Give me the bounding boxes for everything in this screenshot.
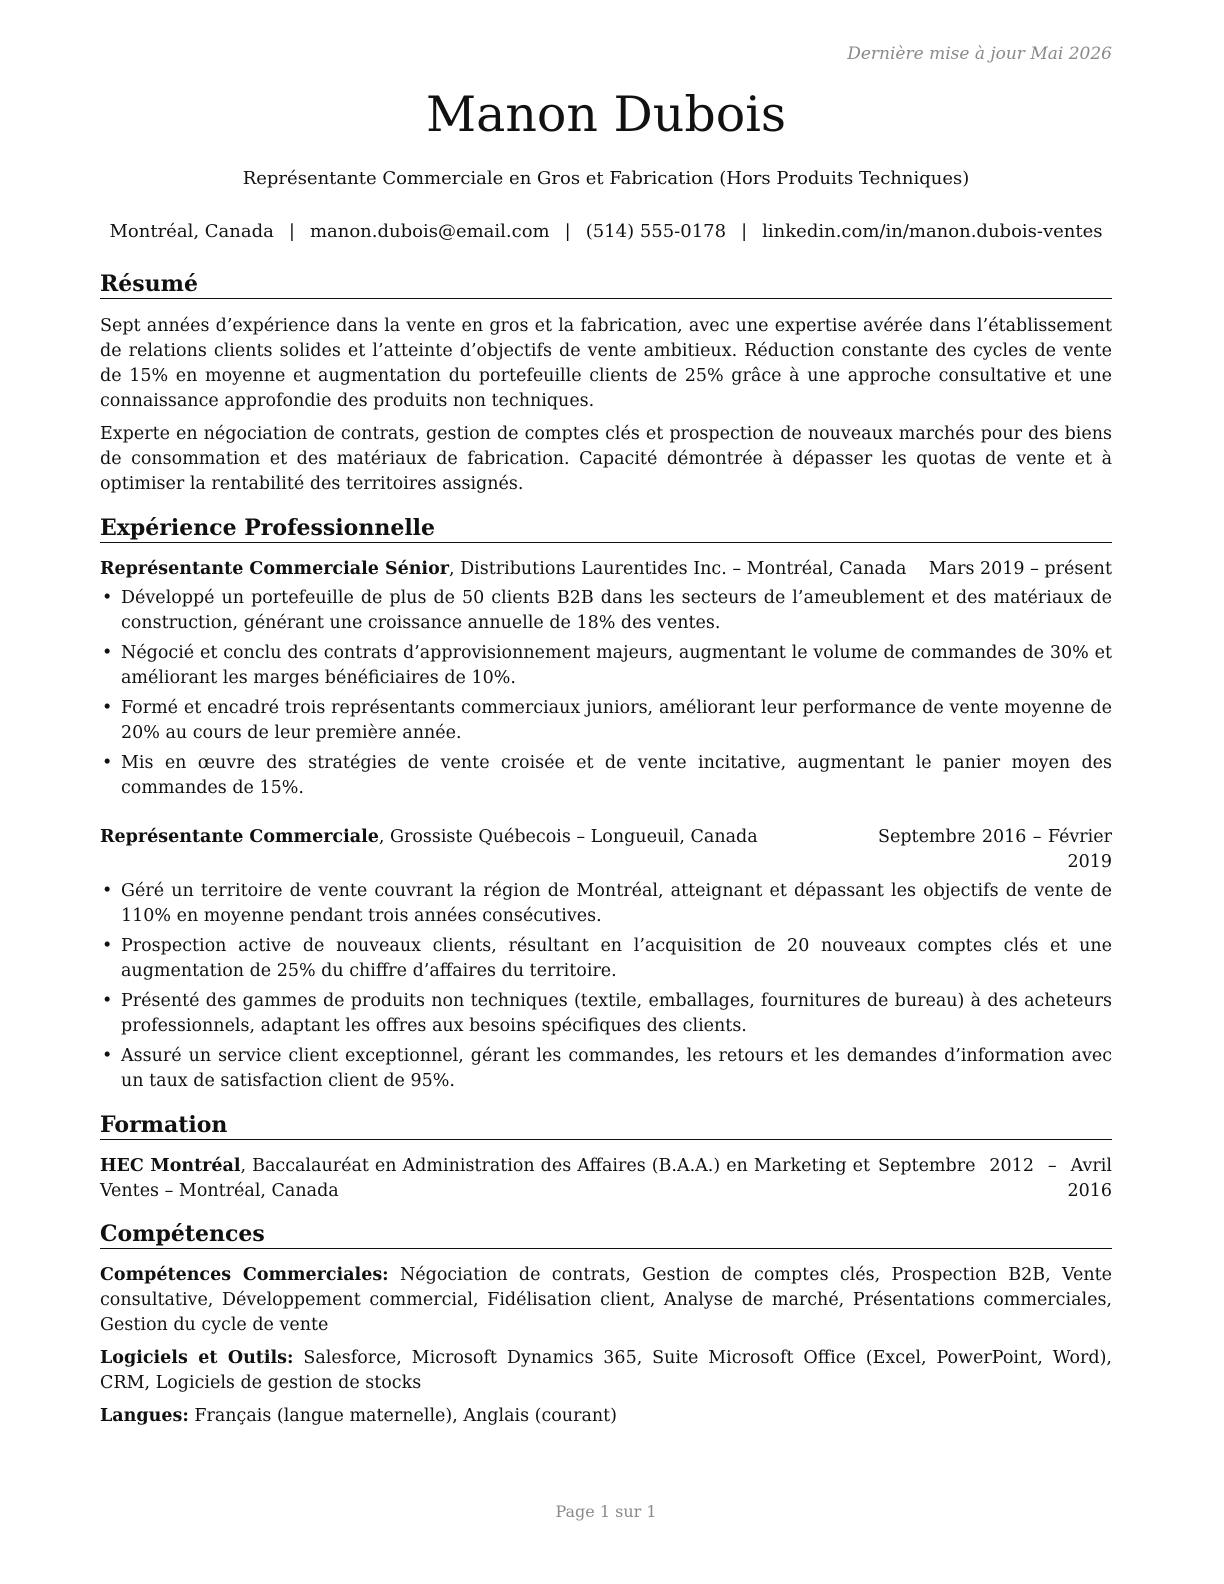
list-item: • Mis en œuvre des stratégies de vente croisée et de vente incitative, augmentant le panier moyen des commandes de 15%. [102, 753, 1112, 798]
last-updated: Dernière mise à jour Mai 2026 [847, 44, 1112, 64]
list-item: • Prospection active de nouveaux clients, résultant en l’acquisition de 20 nouveaux comptes clés et une augmentation de 25% du chiffre d’affaires du territoire. [102, 936, 1112, 981]
skill-value: Salesforce, Microsoft Dynamics 365, Suite Microsoft Office (Excel, PowerPoint, Word), CRM, Logiciels de gestion de stocks [100, 1348, 1112, 1393]
summary-block [100, 314, 1112, 505]
section-title-skills: Compétences [100, 1220, 1112, 1249]
job-dates: Mars 2019 – présent [928, 559, 1112, 579]
job-header [100, 825, 1112, 875]
contact-line [100, 219, 1112, 245]
section-title-education: Formation [100, 1111, 1112, 1140]
job-company: , Grossiste Québecois – Longueuil, Canada [378, 827, 758, 847]
candidate-name: Manon Dubois [425, 86, 787, 143]
skill-label: Logiciels et Outils: [100, 1348, 294, 1368]
education-degree: , Baccalauréat en Administration des Affaires (B.A.A.) en Marketing et Ventes – Montréal, Canada [100, 1156, 870, 1201]
headline: Représentante Commerciale en Gros et Fabrication (Hors Produits Techniques) [242, 168, 970, 189]
bullet-icon: • [102, 991, 113, 1011]
contact-separator: | [741, 221, 748, 242]
job-entry [100, 825, 1112, 1099]
skill-line [100, 1404, 1112, 1429]
bullet-icon: • [102, 1046, 113, 1066]
contact-separator: | [288, 221, 295, 242]
job-entry [100, 557, 1112, 806]
job-bullets [100, 879, 1112, 1094]
skill-value: Français (langue maternelle), Anglais (courant) [188, 1406, 618, 1426]
skill-line [100, 1263, 1112, 1338]
bullet-icon: • [102, 881, 113, 901]
education-entry [100, 1154, 1112, 1204]
list-item: • Présenté des gammes de produits non techniques (textile, emballages, fournitures de bureau) à des acheteurs professionnels, adaptant les offres aux besoins spécifiques des clients. [102, 991, 1112, 1036]
education-school: HEC Montréal [100, 1156, 241, 1176]
education-dates: Septembre 2012 – Avril 2016 [878, 1156, 1112, 1201]
list-item: • Développé un portefeuille de plus de 50 clients B2B dans les secteurs de l’ameublement et des matériaux de construction, générant une croissance annuelle de 18% des ventes. [102, 588, 1112, 633]
bullet-icon: • [102, 936, 113, 956]
contact-email[interactable]: manon.dubois@email.com [309, 221, 550, 242]
contact-phone: (514) 555-0178 [585, 221, 727, 242]
resume-page [100, 0, 1112, 1584]
skill-label: Langues: [100, 1406, 189, 1426]
job-title: Représentante Commerciale Sénior [100, 559, 449, 579]
job-company: , Distributions Laurentides Inc. – Montréal, Canada [448, 559, 907, 579]
section-title-summary: Résumé [100, 270, 1112, 299]
contact-linkedin[interactable]: linkedin.com/in/manon.dubois-ventes [762, 221, 1103, 242]
contact-location: Montréal, Canada [109, 221, 274, 242]
skill-value: Négociation de contrats, Gestion de comptes clés, Prospection B2B, Vente consultative, Développement commercial, Fidélisation client, Analyse de marché, Présentations commerciales, Gestion du cycle de vente [100, 1265, 1113, 1335]
skill-label: Compétences Commerciales: [100, 1265, 389, 1285]
job-title: Représentante Commerciale [100, 827, 379, 847]
list-item: • Assuré un service client exceptionnel, gérant les commandes, les retours et les demandes d’information avec un taux de satisfaction client de 95%. [102, 1046, 1112, 1091]
bullet-icon: • [102, 588, 113, 608]
job-bullets [100, 586, 1112, 801]
section-title-experience: Expérience Professionnelle [100, 514, 1112, 543]
page-footer: Page 1 sur 1 [555, 1502, 657, 1521]
summary-paragraph: Sept années d’expérience dans la vente en gros et la fabrication, avec une expertise avérée dans l’établissement de relations clients solides et l’atteinte d’objectifs de vente ambitieux. Réduction constante des cycles de vente de 15% en moyenne et augmentation du portefeuille clients de 25% grâce à une approche consultative et une connaissance approfondie des produits non techniques. [100, 316, 1112, 411]
list-item: • Géré un territoire de vente couvrant la région de Montréal, atteignant et dépassant les objectifs de vente de 110% en moyenne pendant trois années consécutives. [102, 881, 1112, 926]
bullet-icon: • [102, 753, 113, 773]
job-header [100, 557, 1112, 582]
summary-paragraph: Experte en négociation de contrats, gestion de comptes clés et prospection de nouveaux marchés pour des biens de consommation et des matériaux de fabrication. Capacité démontrée à dépasser les quotas de vente et à optimiser la rentabilité des territoires assignés. [100, 424, 1112, 494]
skills-block [100, 1263, 1112, 1437]
list-item: • Négocié et conclu des contrats d’approvisionnement majeurs, augmentant le volume de commandes de 30% et améliorant les marges bénéficiaires de 10%. [102, 643, 1112, 688]
skill-line [100, 1346, 1112, 1396]
contact-separator: | [564, 221, 571, 242]
bullet-icon: • [102, 698, 113, 718]
job-dates: Septembre 2016 – Février 2019 [878, 827, 1112, 872]
list-item: • Formé et encadré trois représentants commerciaux juniors, améliorant leur performance de vente moyenne de 20% au cours de leur première année. [102, 698, 1112, 743]
bullet-icon: • [102, 643, 113, 663]
